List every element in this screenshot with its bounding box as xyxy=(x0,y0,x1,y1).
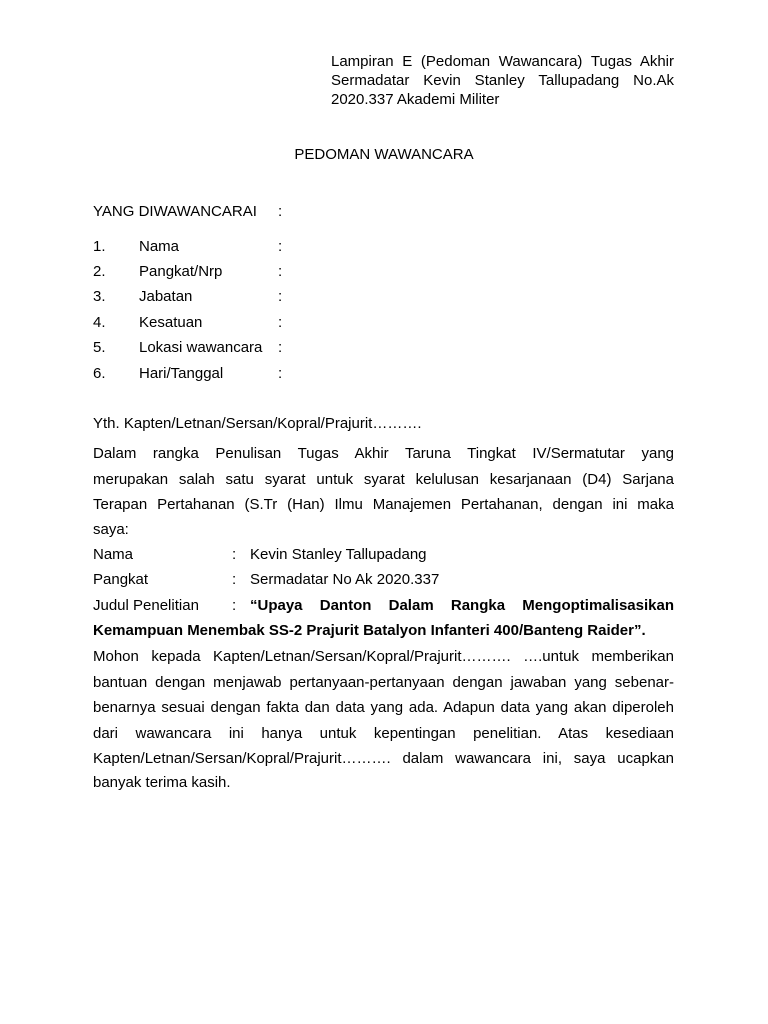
intro-line: Dalam rangka Penulisan Tugas Akhir Taruna Tingkat IV/Sermatutar yang xyxy=(93,445,674,462)
page-title: PEDOMAN WAWANCARA xyxy=(294,146,474,163)
header-line-2: Sermadatar Kevin Stanley Tallupadang No.Ak xyxy=(331,72,674,89)
item-label: Kesatuan xyxy=(139,314,203,331)
closing-line: Kapten/Letnan/Sersan/Kopral/Prajurit………. dalam wawancara ini, saya ucapkan xyxy=(93,750,674,767)
interviewee-label: YANG DIWAWANCARAI xyxy=(93,203,257,220)
item-label: Hari/Tanggal xyxy=(139,365,224,382)
author-name-label: Nama xyxy=(93,546,134,563)
author-rank-colon: : xyxy=(232,571,237,588)
item-colon: : xyxy=(278,288,283,305)
header-line-3: 2020.337 Akademi Militer xyxy=(331,91,500,108)
interviewee-colon: : xyxy=(278,203,283,220)
closing-line: Mohon kepada Kapten/Letnan/Sersan/Kopral/Prajurit………. ….untuk memberikan xyxy=(93,648,674,665)
closing-line: banyak terima kasih. xyxy=(93,774,231,791)
item-number: 2. xyxy=(93,263,106,280)
research-title-label: Judul Penelitian xyxy=(93,597,199,614)
item-colon: : xyxy=(278,314,283,331)
item-colon: : xyxy=(278,238,283,255)
item-label: Lokasi wawancara xyxy=(139,339,263,356)
salutation: Yth. Kapten/Letnan/Sersan/Kopral/Prajurit………. xyxy=(93,415,422,432)
item-label: Nama xyxy=(139,238,180,255)
research-title-colon: : xyxy=(232,597,237,614)
closing-line: bantuan dengan menjawab pertanyaan-pertanyaan dengan jawaban yang sebenar- xyxy=(93,674,674,691)
intro-line: saya: xyxy=(93,521,129,538)
item-number: 5. xyxy=(93,339,106,356)
item-number: 1. xyxy=(93,238,106,255)
item-colon: : xyxy=(278,365,283,382)
item-colon: : xyxy=(278,263,283,280)
author-name-colon: : xyxy=(232,546,237,563)
author-name-value: Kevin Stanley Tallupadang xyxy=(250,546,427,563)
item-number: 6. xyxy=(93,365,106,382)
item-colon: : xyxy=(278,339,283,356)
research-title-line: “Upaya Danton Dalam Rangka Mengoptimalisasikan xyxy=(250,597,674,614)
closing-line: dari wawancara ini hanya untuk kepentingan penelitian. Atas kesediaan xyxy=(93,725,674,742)
item-number: 3. xyxy=(93,288,106,305)
author-rank-label: Pangkat xyxy=(93,571,149,588)
intro-line: Terapan Pertahanan (S.Tr (Han) Ilmu Manajemen Pertahanan, dengan ini maka xyxy=(93,496,674,513)
item-label: Jabatan xyxy=(139,288,193,305)
author-rank-value: Sermadatar No Ak 2020.337 xyxy=(250,571,440,588)
intro-line: merupakan salah satu syarat untuk syarat kelulusan kesarjanaan (D4) Sarjana xyxy=(93,471,674,488)
research-title-line: Kemampuan Menembak SS-2 Prajurit Batalyon Infanteri 400/Banteng Raider”. xyxy=(93,622,646,639)
document-header xyxy=(331,52,674,109)
closing-line: benarnya sesuai dengan fakta dan data yang ada. Adapun data yang akan diperoleh xyxy=(93,699,674,716)
item-label: Pangkat/Nrp xyxy=(139,263,223,280)
header-line-1: Lampiran E (Pedoman Wawancara) Tugas Akhir xyxy=(331,53,674,70)
item-number: 4. xyxy=(93,314,106,331)
